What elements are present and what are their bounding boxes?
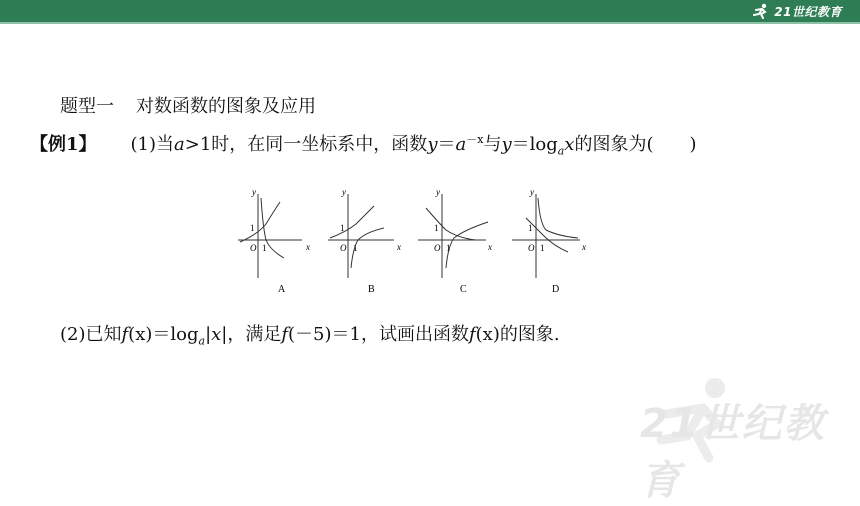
graph-c	[418, 188, 492, 295]
example-question	[30, 130, 697, 158]
axis-x-label: x	[306, 242, 310, 252]
graph-d	[512, 188, 586, 295]
axis-y-label: y	[252, 188, 256, 197]
question-text: ，满足	[227, 324, 282, 345]
question-text: 与	[483, 134, 502, 155]
option-label: A	[278, 284, 286, 295]
question-text: 的图象为( )	[574, 134, 697, 155]
tick-one-label: 1	[262, 243, 267, 253]
tick-one-label: 1	[250, 223, 255, 233]
var-x: x	[564, 134, 575, 155]
func-f: f	[281, 324, 289, 345]
header-bar	[0, 0, 860, 22]
section-heading	[60, 92, 316, 118]
equals-sign: ＝	[437, 134, 456, 155]
tick-one-label: 1	[340, 223, 345, 233]
var-y: y	[427, 134, 438, 155]
question-text: (2)已知	[60, 324, 122, 345]
var-y: y	[501, 134, 512, 155]
origin-label: O	[340, 243, 347, 253]
axis-y-label: y	[342, 188, 346, 197]
watermark-text: 21世纪教育	[640, 401, 826, 504]
brand-logo	[752, 2, 842, 20]
option-label: C	[460, 284, 467, 295]
func-f: f	[468, 324, 476, 345]
axis-y-label: y	[530, 188, 534, 197]
axis-x-label: x	[582, 242, 586, 252]
func-f: f	[121, 324, 129, 345]
axis-x-label: x	[488, 242, 492, 252]
tick-one-label: 1	[434, 223, 439, 233]
question-part2	[60, 320, 560, 348]
exponent: －x	[466, 133, 484, 146]
question-text: (1)当	[130, 134, 175, 155]
section-type-label: 题型一	[60, 96, 114, 117]
question-text: 的图象.	[499, 324, 560, 345]
var-a: a	[174, 134, 185, 155]
option-graphs	[232, 188, 612, 300]
example-tag: 【例1】	[30, 134, 97, 155]
tick-one-label: 1	[353, 243, 358, 253]
axis-x-label: x	[397, 242, 401, 252]
origin-label: O	[528, 243, 535, 253]
question-text: (－5)＝1，试画出函数	[288, 324, 469, 345]
question-text: >1时，在同一坐标系中，函数	[184, 134, 428, 155]
origin-label: O	[250, 243, 257, 253]
option-label: B	[368, 284, 375, 295]
section-title: 对数函数的图象及应用	[136, 96, 316, 117]
graph-a	[238, 188, 310, 295]
option-label: D	[552, 284, 560, 295]
var-a: a	[455, 134, 467, 155]
log-base: a	[198, 334, 206, 348]
graph-b	[328, 188, 401, 295]
func-arg: (x)	[475, 324, 500, 345]
runner-icon	[752, 3, 770, 19]
func-arg: (x)	[128, 324, 153, 345]
abs-x: |x|	[205, 324, 228, 345]
origin-label: O	[434, 243, 441, 253]
logo-text: 21世纪教育	[774, 4, 842, 19]
log-base: a	[557, 144, 565, 158]
tick-one-label: 1	[446, 243, 451, 253]
tick-one-label: 1	[528, 223, 533, 233]
header-divider	[0, 22, 860, 24]
tick-one-label: 1	[540, 243, 545, 253]
log-text: ＝log	[152, 324, 199, 345]
log-text: ＝log	[511, 134, 558, 155]
axis-y-label: y	[436, 188, 440, 197]
